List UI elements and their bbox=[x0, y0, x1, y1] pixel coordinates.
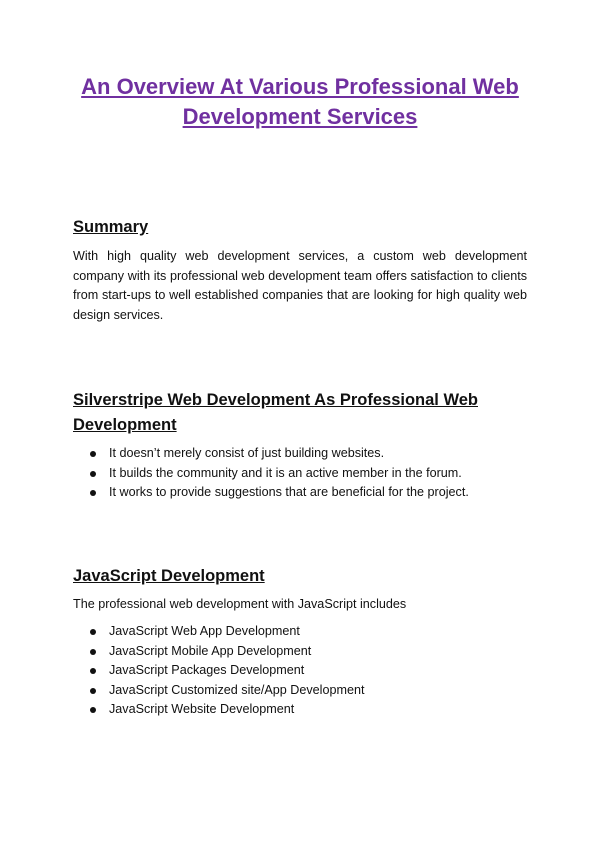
list-item: It works to provide suggestions that are beneficial for the project. bbox=[90, 483, 469, 503]
list-item: JavaScript Website Development bbox=[90, 700, 365, 720]
silverstripe-bullet-list bbox=[90, 444, 469, 503]
list-item: JavaScript Customized site/App Development bbox=[90, 681, 365, 701]
summary-paragraph: With high quality web development services, a custom web development company with its professional web development team offers satisfaction to clients from start-ups to well established companies that are looking for high quality web design services. bbox=[73, 249, 527, 322]
javascript-heading: JavaScript Development bbox=[73, 567, 265, 585]
list-item: It doesn’t merely consist of just building websites. bbox=[90, 444, 469, 464]
javascript-intro: The professional web development with JavaScript includes bbox=[73, 597, 407, 611]
list-item: JavaScript Mobile App Development bbox=[90, 642, 365, 662]
document-title: An Overview At Various Professional Web Development Services bbox=[81, 74, 519, 129]
javascript-bullet-list bbox=[90, 622, 365, 720]
silverstripe-heading: Silverstripe Web Development As Professional Web Development bbox=[73, 391, 478, 434]
list-item: JavaScript Web App Development bbox=[90, 622, 365, 642]
list-item: It builds the community and it is an active member in the forum. bbox=[90, 464, 469, 484]
list-item: JavaScript Packages Development bbox=[90, 661, 365, 681]
summary-heading: Summary bbox=[73, 218, 149, 236]
